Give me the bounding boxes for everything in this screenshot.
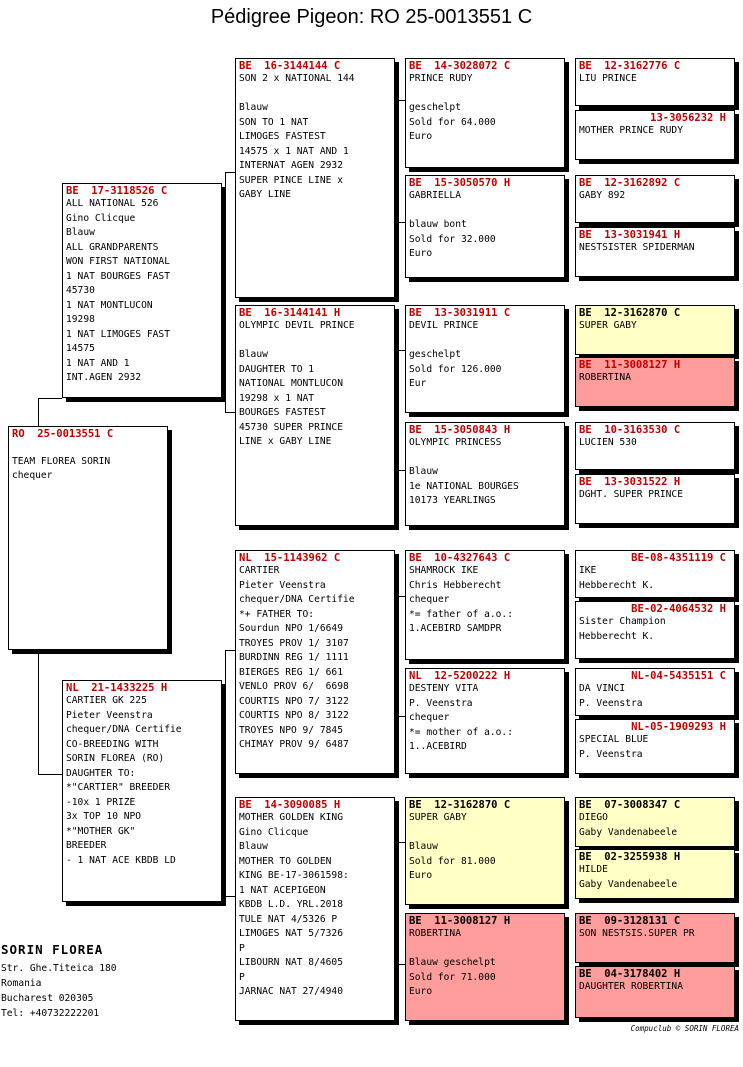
- pigeon-info: SUPER GABY: [579, 320, 637, 331]
- ring-number: BE 13-3031522 H: [579, 476, 681, 488]
- pigeon-info: DEVIL PRINCE geschelpt Sold for 126.000 Eur: [409, 320, 502, 389]
- connector: [568, 448, 569, 484]
- pigeon-card-g2[interactable]: [575, 110, 735, 160]
- connector: [225, 172, 235, 173]
- ring-number: BE 12-3162776 C: [579, 60, 681, 72]
- ring-number: BE 10-4327643 C: [409, 552, 511, 564]
- pigeon-info: DESTENY VITA P. Veenstra chequer *= mother of a.o.: 1..ACEBIRD: [409, 683, 513, 752]
- connector: [568, 85, 569, 119]
- ring-number: BE 13-3031941 H: [579, 229, 681, 241]
- ring-number: BE 10-3163530 C: [579, 424, 681, 436]
- pigeon-info: SUPER GABY Blauw Sold for 81.000 Euro: [409, 812, 496, 881]
- pigeon-info: NESTSISTER SPIDERMAN: [579, 242, 695, 253]
- pigeon-card-sss[interactable]: [405, 58, 565, 168]
- connector: [398, 100, 399, 222]
- pigeon-card-g13[interactable]: [575, 797, 735, 847]
- pigeon-card-g15[interactable]: [575, 913, 735, 963]
- owner-address: Str. Ghe.Titeica 180 Romania Bucharest 020305 Tel: +40732222201: [1, 963, 117, 1019]
- ring-number: RO 25-0013551 C: [12, 428, 114, 440]
- ring-number: BE 16-3144144 C: [239, 60, 341, 72]
- pigeon-info: DIEGO Gaby Vandenabeele: [579, 812, 678, 838]
- connector: [38, 398, 39, 426]
- pigeon-info: SON 2 x NATIONAL 144 Blauw SON TO 1 NAT LIMOGES FASTEST 14575 x 1 NAT AND 1 INTERNAT AGEN 2932 SUPER PINCE LINE x GABY LINE: [239, 73, 355, 200]
- ring-number: BE 17-3118526 C: [66, 185, 168, 197]
- pigeon-card-g12[interactable]: [575, 719, 735, 774]
- pigeon-card-g16[interactable]: [575, 966, 735, 1018]
- pigeon-info: GABY 892: [579, 190, 626, 201]
- pigeon-card-dam-dam[interactable]: [235, 797, 395, 1021]
- connector: [568, 822, 569, 860]
- connector: [398, 470, 405, 471]
- pigeon-info: OLYMPIC PRINCESS Blauw 1e NATIONAL BOURGES 10173 YEARLINGS: [409, 437, 519, 506]
- ring-number: BE 02-3255938 H: [579, 851, 681, 863]
- pigeon-card-sire[interactable]: [62, 183, 222, 398]
- pigeon-card-g3[interactable]: [575, 175, 735, 223]
- connector: [225, 412, 235, 413]
- ring-number: NL 15-1143962 C: [239, 552, 341, 564]
- pigeon-info: PRINCE RUDY geschelpt Sold for 64.000 Euro: [409, 73, 496, 142]
- pigeon-info: ROBERTINA: [579, 372, 631, 383]
- ring-number: NL-05-1909293 H: [631, 721, 726, 733]
- pigeon-card-sds[interactable]: [405, 305, 565, 413]
- connector: [398, 350, 405, 351]
- ring-number: BE-08-4351119 C: [631, 552, 726, 564]
- pigeon-card-g7[interactable]: [575, 422, 735, 470]
- owner-name: SORIN FLOREA: [1, 942, 104, 957]
- pigeon-info: IKE Hebberecht K.: [579, 565, 655, 591]
- connector: [398, 596, 405, 597]
- pigeon-card-ssd[interactable]: [405, 175, 565, 278]
- connector: [568, 572, 569, 612]
- connector: [398, 842, 405, 843]
- pigeon-info: LIU PRINCE: [579, 73, 637, 84]
- pigeon-info: HILDE Gaby Vandenabeele: [579, 864, 678, 890]
- connector: [568, 200, 569, 236]
- pigeon-card-g4[interactable]: [575, 227, 735, 277]
- pigeon-info: GABRIELLA blauw bont Sold for 32.000 Euro: [409, 190, 496, 259]
- connector: [398, 716, 405, 717]
- connector: [398, 350, 399, 470]
- connector: [225, 650, 235, 651]
- connector: [38, 398, 62, 399]
- ring-number: BE 16-3144141 H: [239, 307, 341, 319]
- connector: [568, 690, 569, 730]
- ring-number: BE 13-3031911 C: [409, 307, 511, 319]
- pigeon-card-g6[interactable]: [575, 357, 735, 407]
- pigeon-card-g14[interactable]: [575, 849, 735, 899]
- pigeon-info: DGHT. SUPER PRINCE: [579, 489, 683, 500]
- pigeon-info: MOTHER GOLDEN KING Gino Clicque Blauw MOTHER TO GOLDEN KING BE-17-3061598: 1 NAT ACEPIGEON KBDB L.D. YRL.2018 TULE NAT 4/5326 P LIMOGES NAT 5/7326 P LIBOURN NAT 8/4605 P JARNAC NAT 27/4940: [239, 812, 349, 997]
- pigeon-card-dam[interactable]: [62, 680, 222, 902]
- connector: [225, 172, 226, 412]
- ring-number: BE 09-3128131 C: [579, 915, 681, 927]
- page-title: Pédigree Pigeon: RO 25-0013551 C: [210, 6, 533, 28]
- pigeon-info: CARTIER GK 225 Pieter Veenstra chequer/DNA Certifie CO-BREEDING WITH SORIN FLOREA (RO) DAUGHTER TO: *"CARTIER" BREEDER -10x 1 PRIZE 3x TOP 10 NPO *"MOTHER GK" BREEDER - 1 NAT ACE KBDB LD: [66, 695, 182, 866]
- pigeon-card-sire-sire[interactable]: [235, 58, 395, 298]
- pigeon-card-g10[interactable]: [575, 601, 735, 659]
- ring-number: BE-02-4064532 H: [631, 603, 726, 615]
- pigeon-card-subject[interactable]: [8, 426, 168, 650]
- pigeon-info: TEAM FLOREA SORIN chequer: [12, 455, 111, 481]
- ring-number: BE 12-3162870 C: [409, 799, 511, 811]
- ring-number: BE 11-3008127 H: [409, 915, 511, 927]
- pigeon-card-g11[interactable]: [575, 668, 735, 716]
- connector: [38, 650, 39, 774]
- connector: [38, 774, 62, 775]
- pigeon-card-sdd[interactable]: [405, 422, 565, 526]
- ring-number: BE 07-3008347 C: [579, 799, 681, 811]
- connector: [568, 940, 569, 978]
- ring-number: 13-3056232 H: [650, 112, 726, 124]
- pigeon-card-sire-dam[interactable]: [235, 305, 395, 526]
- pigeon-card-g5[interactable]: [575, 305, 735, 355]
- pigeon-info: ALL NATIONAL 526 Gino Clicque Blauw ALL GRANDPARENTS WON FIRST NATIONAL 1 NAT BOURGES FAST 45730 1 NAT MONTLUCON 19298 1 NAT LIMOGES FAST 14575 1 NAT AND 1 INT.AGEN 2932: [66, 198, 170, 383]
- pigeon-card-g9[interactable]: [575, 550, 735, 598]
- pigeon-info: ROBERTINA Blauw geschelpt Sold for 71.000 Euro: [409, 928, 496, 997]
- ring-number: BE 14-3090085 H: [239, 799, 341, 811]
- pigeon-info: DA VINCI P. Veenstra: [579, 683, 643, 709]
- ring-number: NL 21-1433225 H: [66, 682, 168, 694]
- pigeon-card-dsd[interactable]: [405, 668, 565, 774]
- credit-text: Compuclub © SORIN FLOREA: [630, 1024, 739, 1033]
- ring-number: BE 12-3162870 C: [579, 307, 681, 319]
- pigeon-card-dds[interactable]: [405, 797, 565, 905]
- pigeon-card-dam-sire[interactable]: [235, 550, 395, 774]
- pigeon-card-g8[interactable]: [575, 474, 735, 524]
- pigeon-info: Sister Champion Hebberecht K.: [579, 616, 666, 642]
- pigeon-info: SON NESTSIS.SUPER PR: [579, 928, 695, 939]
- pigeon-info: DAUGHTER ROBERTINA: [579, 981, 683, 992]
- connector: [398, 100, 405, 101]
- pigeon-info: OLYMPIC DEVIL PRINCE Blauw DAUGHTER TO 1 NATIONAL MONTLUCON 19298 x 1 NAT BOURGES FASTEST 45730 SUPER PRINCE LINE x GABY LINE: [239, 320, 355, 447]
- pigeon-info: CARTIER Pieter Veenstra chequer/DNA Certifie *+ FATHER TO: Sourdun NPO 1/6649 TROYES PROV 1/ 3107 BURDINN REG 1/ 1111 BIERGES REG 1/ 661 VENLO PROV 6/ 6698 COURTIS NPO 7/ 3122 COURTIS NPO 8/ 3122 TROYES NPO 9/ 7845 CHIMAY PROV 9/ 6487: [239, 565, 355, 750]
- ring-number: BE 04-3178402 H: [579, 968, 681, 980]
- pigeon-card-dss[interactable]: [405, 550, 565, 660]
- ring-number: BE 12-3162892 C: [579, 177, 681, 189]
- connector: [398, 222, 405, 223]
- connector: [398, 964, 405, 965]
- pigeon-info: SHAMROCK IKE Chris Hebberecht chequer *= father of a.o.: 1.ACEBIRD SAMDPR: [409, 565, 513, 634]
- pigeon-info: SPECIAL BLUE P. Veenstra: [579, 734, 649, 760]
- ring-number: NL 12-5200222 H: [409, 670, 511, 682]
- ring-number: BE 15-3050570 H: [409, 177, 511, 189]
- connector: [225, 896, 235, 897]
- connector: [398, 596, 399, 716]
- owner-info: [1, 942, 117, 1021]
- pigeon-card-ddd[interactable]: [405, 913, 565, 1021]
- pigeon-info: MOTHER PRINCE RUDY: [579, 125, 683, 136]
- ring-number: NL-04-5435151 C: [631, 670, 726, 682]
- ring-number: BE 11-3008127 H: [579, 359, 681, 371]
- ring-number: BE 15-3050843 H: [409, 424, 511, 436]
- ring-number: BE 14-3028072 C: [409, 60, 511, 72]
- pigeon-info: LUCIEN 530: [579, 437, 637, 448]
- connector: [398, 842, 399, 964]
- connector: [225, 650, 226, 896]
- pigeon-card-g1[interactable]: [575, 58, 735, 106]
- connector: [568, 330, 569, 366]
